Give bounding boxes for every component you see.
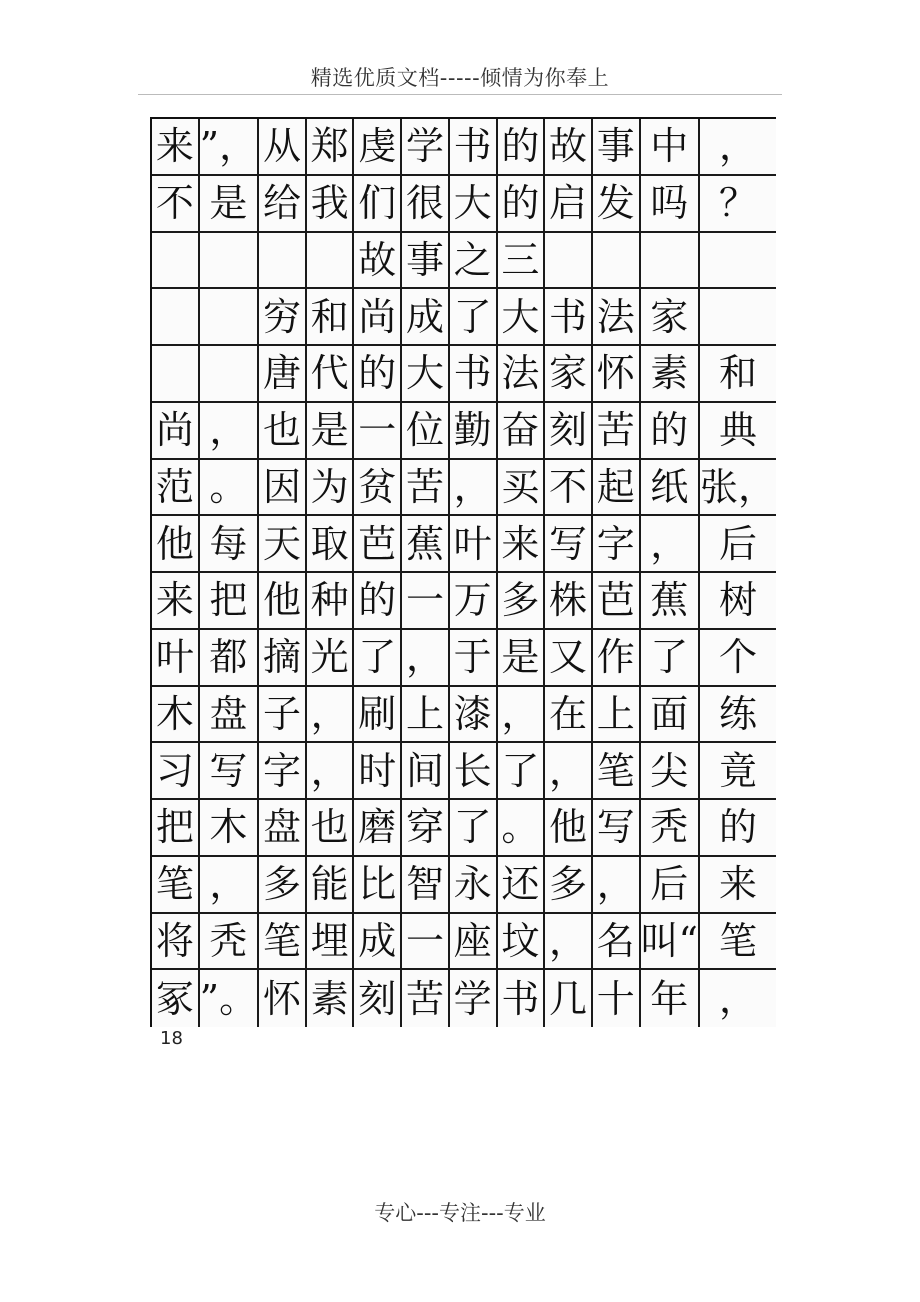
- grid-cell: 取: [307, 516, 355, 573]
- grid-cell: 笔: [593, 743, 641, 800]
- grid-cell: 三: [498, 233, 546, 290]
- grid-cell: 木: [152, 687, 200, 744]
- grid-cell: 范: [152, 460, 200, 517]
- grid-cell: 怀: [593, 346, 641, 403]
- grid-cell: 了: [450, 289, 498, 346]
- grid-cell: 秃: [641, 800, 700, 857]
- grid-cell: 蕉: [402, 516, 450, 573]
- grid-cell: 成: [354, 914, 402, 971]
- grid-cell: 苦: [593, 403, 641, 460]
- grid-cell: 尚: [354, 289, 402, 346]
- grid-cell: 把: [200, 573, 259, 630]
- grid-cell: 刻: [354, 970, 402, 1027]
- grid-cell: ，: [402, 630, 450, 687]
- grid-cell: 磨: [354, 800, 402, 857]
- grid-cell: 买: [498, 460, 546, 517]
- grid-cell: 能: [307, 857, 355, 914]
- grid-cell: 一: [402, 914, 450, 971]
- grid-cell: 他: [259, 573, 307, 630]
- grid-cell: 和: [700, 346, 776, 403]
- grid-cell: 盘: [259, 800, 307, 857]
- grid-cell: 勤: [450, 403, 498, 460]
- grid-cell: 写: [545, 516, 593, 573]
- grid-cell: 唐: [259, 346, 307, 403]
- grid-cell: 穿: [402, 800, 450, 857]
- grid-cell: 奋: [498, 403, 546, 460]
- grid-cell: 笔: [700, 914, 776, 971]
- grid-cell: 种: [307, 573, 355, 630]
- grid-cell: 了: [641, 630, 700, 687]
- page-header: 精选优质文档-----倾情为你奉上: [310, 66, 610, 90]
- grid-cell: 上: [593, 687, 641, 744]
- grid-cell: [200, 346, 259, 403]
- grid-cell: 叶: [152, 630, 200, 687]
- grid-cell: 之: [450, 233, 498, 290]
- grid-cell: 竟: [700, 743, 776, 800]
- grid-cell: 起: [593, 460, 641, 517]
- grid-cell: 坟: [498, 914, 546, 971]
- grid-cell: 张，: [700, 460, 776, 517]
- grid-cell: 给: [259, 176, 307, 233]
- grid-cell: 为: [307, 460, 355, 517]
- grid-cell: [152, 233, 200, 290]
- grid-cell: 来: [152, 119, 200, 176]
- grid-cell: 。: [498, 800, 546, 857]
- grid-cell: 家: [545, 346, 593, 403]
- grid-cell: ，: [307, 687, 355, 744]
- grid-cell: 尖: [641, 743, 700, 800]
- grid-cell: 漆: [450, 687, 498, 744]
- grid-cell: 写: [593, 800, 641, 857]
- grid-cell: 发: [593, 176, 641, 233]
- grid-cell: 是: [307, 403, 355, 460]
- grid-cell: 了: [498, 743, 546, 800]
- grid-cell: 从: [259, 119, 307, 176]
- grid-cell: 素: [307, 970, 355, 1027]
- grid-cell: 和: [307, 289, 355, 346]
- grid-cell: 面: [641, 687, 700, 744]
- grid-cell: 贫: [354, 460, 402, 517]
- grid-cell: 个: [700, 630, 776, 687]
- grid-cell: 事: [593, 119, 641, 176]
- grid-cell: 吗: [641, 176, 700, 233]
- grid-cell: 智: [402, 857, 450, 914]
- grid-cell: 事: [402, 233, 450, 290]
- grid-cell: 。: [200, 460, 259, 517]
- grid-cell: 笔: [259, 914, 307, 971]
- grid-cell: [259, 233, 307, 290]
- grid-cell: ，: [498, 687, 546, 744]
- grid-cell: 字: [593, 516, 641, 573]
- grid-cell: 座: [450, 914, 498, 971]
- grid-cell: 也: [307, 800, 355, 857]
- grid-cell: 练: [700, 687, 776, 744]
- grid-cell: 把: [152, 800, 200, 857]
- grid-cell: ”，: [200, 119, 259, 176]
- grid-cell: [152, 346, 200, 403]
- grid-cell: 将: [152, 914, 200, 971]
- grid-cell: 来: [152, 573, 200, 630]
- grid-cell: 了: [450, 800, 498, 857]
- grid-cell: 的: [354, 573, 402, 630]
- grid-cell: 时: [354, 743, 402, 800]
- grid-cell: 大: [402, 346, 450, 403]
- grid-cell: 字: [259, 743, 307, 800]
- grid-cell: 树: [700, 573, 776, 630]
- grid-cell: 长: [450, 743, 498, 800]
- grid-cell: 后: [700, 516, 776, 573]
- grid-cell: 他: [152, 516, 200, 573]
- grid-cell: 株: [545, 573, 593, 630]
- grid-cell: 大: [498, 289, 546, 346]
- grid-cell: 在: [545, 687, 593, 744]
- grid-cell: 因: [259, 460, 307, 517]
- grid-cell: ，: [200, 403, 259, 460]
- grid-cell: 位: [402, 403, 450, 460]
- grid-cell: 多: [498, 573, 546, 630]
- grid-cell: 我: [307, 176, 355, 233]
- grid-cell: 于: [450, 630, 498, 687]
- grid-cell: 的: [354, 346, 402, 403]
- grid-cell: 也: [259, 403, 307, 460]
- grid-cell: 郑: [307, 119, 355, 176]
- grid-cell: 书: [545, 289, 593, 346]
- header-divider: [138, 94, 782, 95]
- grid-cell: 苦: [402, 460, 450, 517]
- grid-cell: 盘: [200, 687, 259, 744]
- grid-cell: 素: [641, 346, 700, 403]
- grid-cell: 的: [641, 403, 700, 460]
- grid-cell: 年: [641, 970, 700, 1027]
- grid-cell: 刻: [545, 403, 593, 460]
- grid-cell: 摘: [259, 630, 307, 687]
- grid-cell: ，: [593, 857, 641, 914]
- grid-cell: 书: [450, 346, 498, 403]
- grid-cell: 们: [354, 176, 402, 233]
- grid-cell: 的: [498, 176, 546, 233]
- grid-cell: 间: [402, 743, 450, 800]
- grid-cell: 后: [641, 857, 700, 914]
- grid-cell: 是: [498, 630, 546, 687]
- grid-cell: 怀: [259, 970, 307, 1027]
- grid-cell: 笔: [152, 857, 200, 914]
- grid-cell: [545, 233, 593, 290]
- grid-cell: 不: [545, 460, 593, 517]
- grid-cell: [700, 233, 776, 290]
- grid-cell: [152, 289, 200, 346]
- grid-cell: ，: [545, 743, 593, 800]
- grid-cell: 叶: [450, 516, 498, 573]
- grid-cell: [307, 233, 355, 290]
- grid-cell: 埋: [307, 914, 355, 971]
- grid-cell: 芭: [354, 516, 402, 573]
- grid-cell: 来: [498, 516, 546, 573]
- grid-cell: ，: [718, 976, 757, 1021]
- grid-cell: 比: [354, 857, 402, 914]
- grid-cell: 冢: [152, 970, 200, 1027]
- grid-cell: 名: [593, 914, 641, 971]
- page-number: 18: [160, 1028, 183, 1049]
- grid-cell: 书: [498, 970, 546, 1027]
- grid-cell: 是: [200, 176, 259, 233]
- grid-cell: ”。: [200, 970, 259, 1027]
- grid-cell: 的: [700, 800, 776, 857]
- grid-cell: 子: [259, 687, 307, 744]
- grid-cell: 的: [498, 119, 546, 176]
- grid-cell: [593, 233, 641, 290]
- grid-cell: 启: [545, 176, 593, 233]
- grid-cell: 蕉: [641, 573, 700, 630]
- grid-cell: 故: [545, 119, 593, 176]
- grid-cell: ，: [700, 119, 776, 176]
- grid-cell: 苦: [402, 970, 450, 1027]
- grid-cell: ？: [700, 176, 776, 233]
- grid-cell: 木: [200, 800, 259, 857]
- grid-cell: [641, 233, 700, 290]
- grid-cell: 典: [700, 403, 776, 460]
- grid-cell: 大: [450, 176, 498, 233]
- grid-cell: 几: [545, 970, 593, 1027]
- grid-cell: 家: [641, 289, 700, 346]
- grid-cell: 虔: [354, 119, 402, 176]
- grid-cell: 学: [450, 970, 498, 1027]
- grid-cell: 代: [307, 346, 355, 403]
- grid-cell: 纸: [641, 460, 700, 517]
- calligraphy-grid: [150, 117, 776, 1027]
- grid-cell: 作: [593, 630, 641, 687]
- grid-cell: ，: [450, 460, 498, 517]
- grid-cell: 芭: [593, 573, 641, 630]
- grid-cell: 尚: [152, 403, 200, 460]
- grid-cell: 故: [354, 233, 402, 290]
- grid-cell: 中: [641, 119, 700, 176]
- grid-cell: 秃: [200, 914, 259, 971]
- grid-cell: 又: [545, 630, 593, 687]
- grid-cell: 永: [450, 857, 498, 914]
- grid-cell: 写: [200, 743, 259, 800]
- grid-cell: 一: [354, 403, 402, 460]
- grid-cell: 书: [450, 119, 498, 176]
- grid-cell: 成: [402, 289, 450, 346]
- grid-cell: 习: [152, 743, 200, 800]
- grid-cell: 他: [545, 800, 593, 857]
- grid-cell: 很: [402, 176, 450, 233]
- grid-cell: 十: [593, 970, 641, 1027]
- grid-cell: 多: [259, 857, 307, 914]
- grid-cell: 刷: [354, 687, 402, 744]
- grid-cell: ，: [641, 516, 700, 573]
- grid-cell: 都: [200, 630, 259, 687]
- grid-cell: ，: [200, 857, 259, 914]
- grid-cell: 穷: [259, 289, 307, 346]
- grid-cell: 万: [450, 573, 498, 630]
- grid-cell: 了: [354, 630, 402, 687]
- grid-cell: 每: [200, 516, 259, 573]
- page-footer: 专心---专注---专业: [374, 1201, 546, 1225]
- grid-cell: 法: [593, 289, 641, 346]
- grid-cell: 来: [700, 857, 776, 914]
- grid-cell: 叫“: [641, 914, 700, 971]
- grid-cell: 不: [152, 176, 200, 233]
- grid-cell: 一: [402, 573, 450, 630]
- grid-cell: [200, 233, 259, 290]
- grid-cell: [700, 289, 776, 346]
- grid-cell: 上: [402, 687, 450, 744]
- grid-cell: [200, 289, 259, 346]
- grid-cell: 光: [307, 630, 355, 687]
- grid-cell: 还: [498, 857, 546, 914]
- grid-cell: ，: [545, 914, 593, 971]
- grid-cell: 多: [545, 857, 593, 914]
- grid-cell: 天: [259, 516, 307, 573]
- grid-cell: 学: [402, 119, 450, 176]
- grid-cell: 法: [498, 346, 546, 403]
- grid-cell: ，: [307, 743, 355, 800]
